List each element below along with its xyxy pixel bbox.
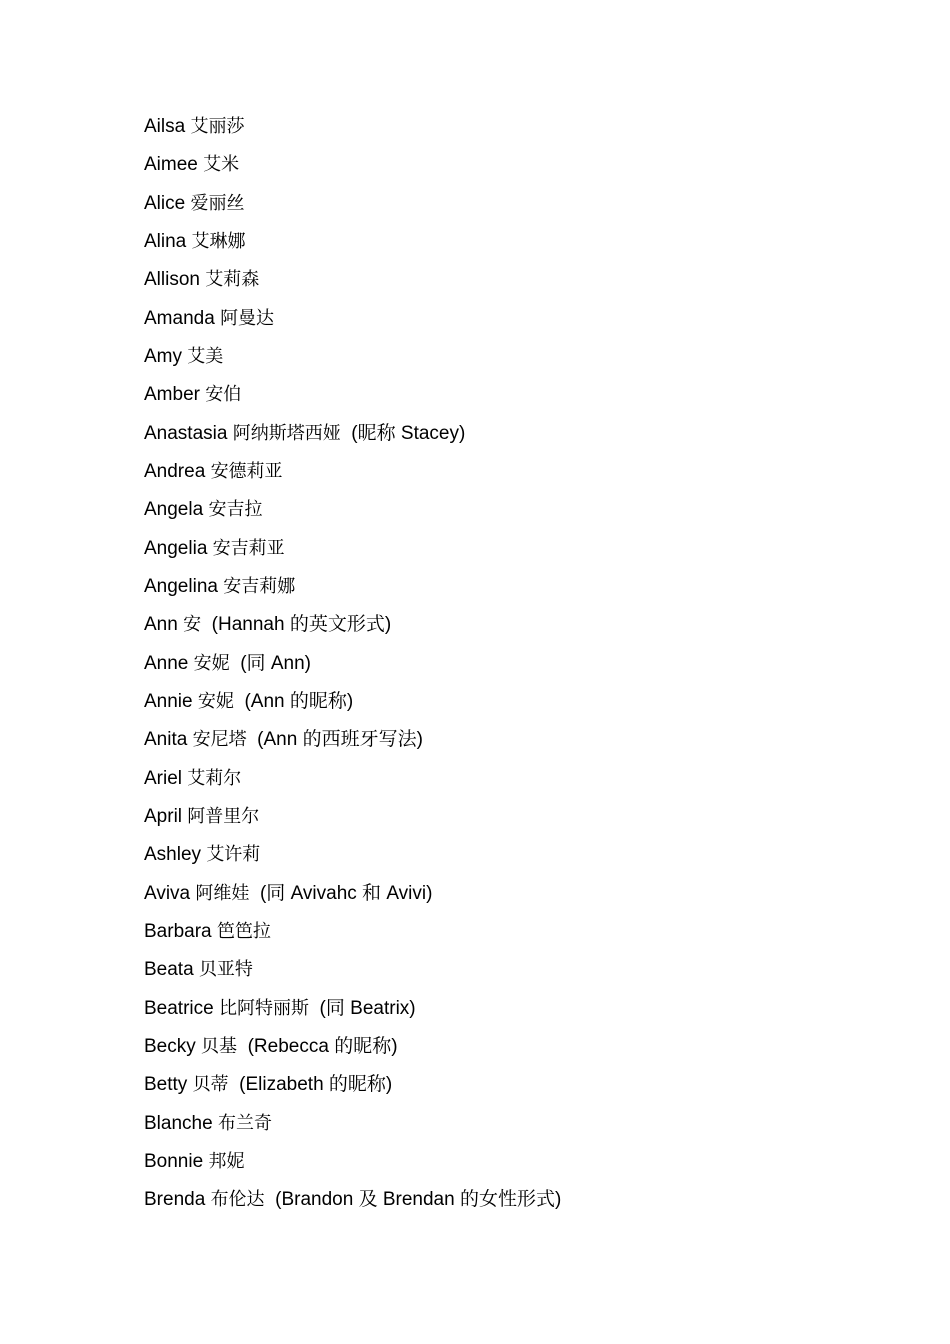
english-name: Ariel [144, 767, 183, 789]
english-name: Anne [144, 652, 189, 674]
english-name: Ashley [144, 844, 202, 866]
name-entry [144, 875, 561, 913]
english-name: Angelina [144, 575, 218, 597]
chinese-name: 布兰奇 [217, 1112, 272, 1134]
english-name: Angela [144, 499, 204, 521]
name-entry [144, 645, 561, 683]
chinese-name: 安吉拉 [208, 499, 263, 521]
name-entry [144, 683, 561, 721]
english-name: Amber [144, 384, 200, 406]
name-note: (同 Avivahc 和 Avivi) [259, 882, 433, 904]
name-note: (Ann 的西班牙写法) [257, 729, 423, 751]
name-note: (Hannah 的英文形式) [211, 614, 392, 636]
name-entry [144, 1181, 561, 1219]
english-name: Becky [144, 1035, 196, 1057]
english-name: Anita [144, 729, 188, 751]
name-entry [144, 798, 561, 836]
name-note: (Ann 的昵称) [244, 690, 354, 712]
name-entry [144, 1066, 561, 1104]
chinese-name: 安尼塔 [192, 729, 247, 751]
name-entry [144, 376, 561, 414]
name-entry [144, 338, 561, 376]
english-name: Allison [144, 269, 200, 291]
name-entry [144, 760, 561, 798]
name-entry [144, 1143, 561, 1181]
english-name: Amanda [144, 307, 215, 329]
chinese-name: 艾米 [203, 154, 240, 176]
name-entry [144, 1105, 561, 1143]
name-note: (同 Ann) [240, 652, 311, 674]
name-entry [144, 415, 561, 453]
chinese-name: 阿普里尔 [187, 805, 260, 827]
english-name: Alina [144, 230, 187, 252]
name-note: (同 Beatrix) [319, 997, 416, 1019]
english-name: Ailsa [144, 116, 186, 137]
name-entry [144, 223, 561, 261]
english-name: Angelia [144, 537, 208, 559]
name-entry [144, 721, 561, 759]
english-name: Bonnie [144, 1150, 204, 1172]
english-name: Barbara [144, 920, 212, 942]
name-entry [144, 108, 561, 146]
chinese-name: 爱丽丝 [190, 192, 245, 214]
chinese-name: 安吉莉亚 [212, 537, 285, 559]
english-name: Annie [144, 690, 193, 712]
chinese-name: 阿维娃 [195, 882, 250, 904]
chinese-name: 阿曼达 [220, 307, 275, 329]
chinese-name: 贝亚特 [198, 959, 253, 981]
name-entry [144, 530, 561, 568]
chinese-name: 笆笆拉 [216, 920, 271, 942]
english-name: Blanche [144, 1112, 213, 1134]
name-entry [144, 1028, 561, 1066]
name-entry [144, 951, 561, 989]
chinese-name: 比阿特丽斯 [218, 997, 309, 1019]
chinese-name: 安妮 [193, 652, 230, 674]
name-list [144, 108, 561, 1220]
english-name: Ann [144, 614, 178, 636]
english-name: Anastasia [144, 422, 228, 444]
english-name: Betty [144, 1074, 188, 1096]
name-note: (Brandon 及 Brendan 的女性形式) [275, 1189, 562, 1211]
name-note: (昵称 Stacey) [351, 422, 466, 444]
chinese-name: 安伯 [205, 384, 242, 406]
chinese-name: 艾莉尔 [187, 767, 242, 789]
name-entry [144, 185, 561, 223]
chinese-name: 邦妮 [208, 1150, 245, 1172]
name-entry [144, 606, 561, 644]
name-entry [144, 990, 561, 1028]
chinese-name: 安 [183, 614, 202, 636]
english-name: Andrea [144, 460, 206, 482]
chinese-name: 艾莉森 [205, 269, 260, 291]
chinese-name: 安妮 [197, 690, 234, 712]
name-entry [144, 491, 561, 529]
name-note: (Rebecca 的昵称) [247, 1035, 398, 1057]
name-entry [144, 261, 561, 299]
chinese-name: 艾琳娜 [191, 230, 246, 252]
english-name: Beatrice [144, 997, 214, 1019]
english-name: Brenda [144, 1189, 206, 1211]
name-note: (Elizabeth 的昵称) [239, 1074, 393, 1096]
name-entry [144, 300, 561, 338]
name-entry [144, 836, 561, 874]
chinese-name: 布伦达 [210, 1189, 265, 1211]
chinese-name: 艾许莉 [206, 844, 261, 866]
chinese-name: 安德莉亚 [210, 460, 283, 482]
name-entry [144, 453, 561, 491]
english-name: Amy [144, 345, 182, 367]
english-name: April [144, 805, 183, 827]
chinese-name: 安吉莉娜 [223, 575, 296, 597]
chinese-name: 贝基 [201, 1035, 238, 1057]
name-entry [144, 568, 561, 606]
name-entry [144, 913, 561, 951]
chinese-name: 阿纳斯塔西娅 [232, 422, 341, 444]
chinese-name: 贝蒂 [192, 1074, 229, 1096]
english-name: Aimee [144, 154, 198, 176]
chinese-name: 艾丽莎 [190, 116, 245, 137]
english-name: Beata [144, 959, 194, 981]
english-name: Alice [144, 192, 186, 214]
english-name: Aviva [144, 882, 191, 904]
chinese-name: 艾美 [187, 345, 224, 367]
name-entry [144, 146, 561, 184]
